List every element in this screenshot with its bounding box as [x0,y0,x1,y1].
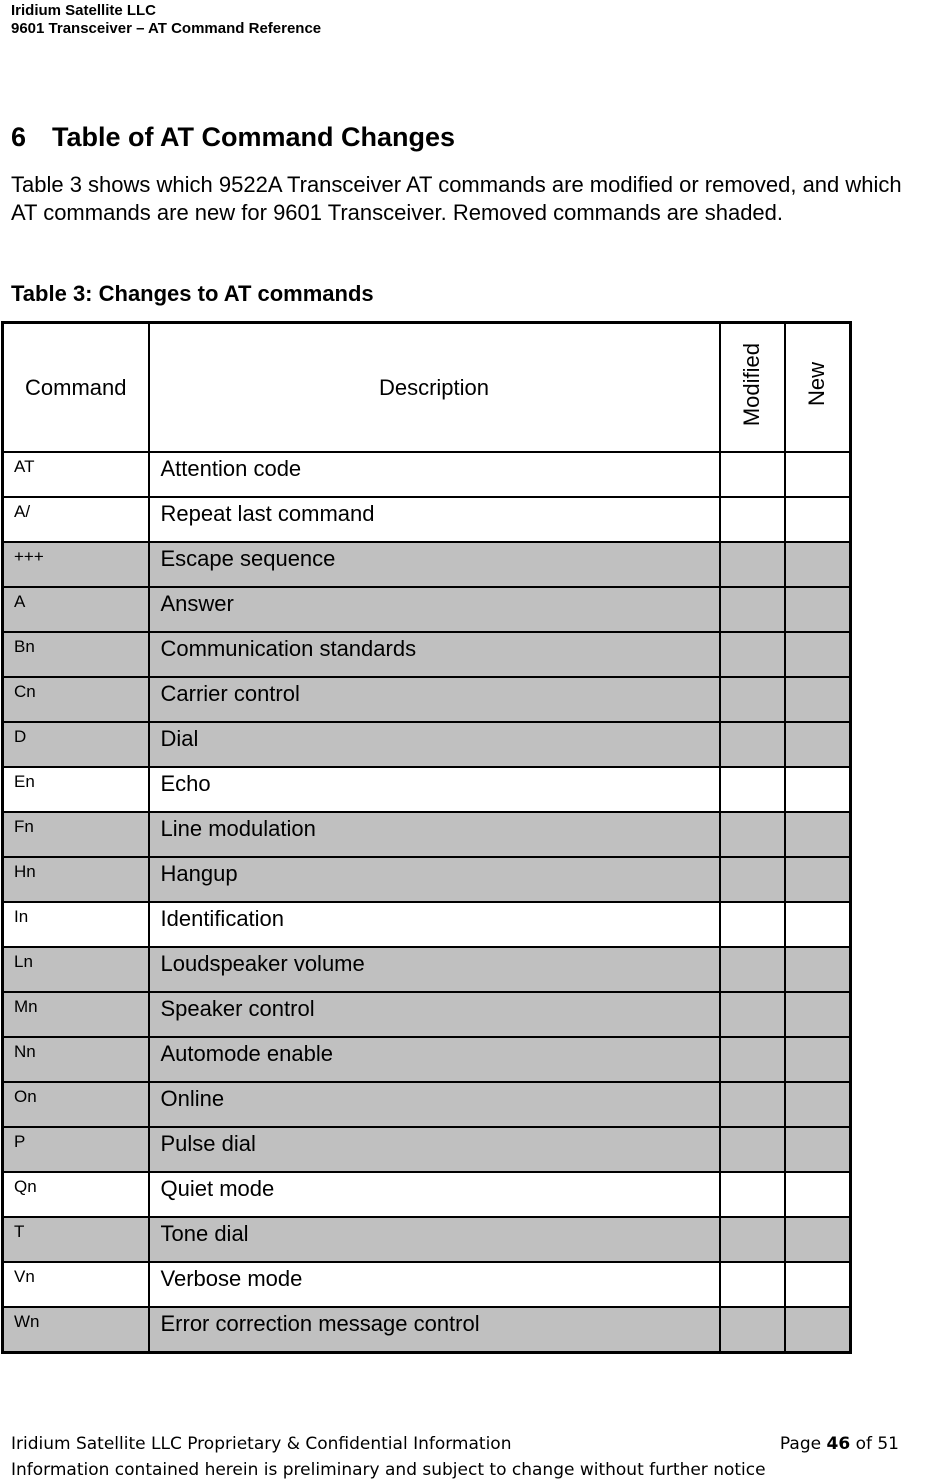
command-cell: AT [3,452,149,497]
description-cell: Communication standards [149,632,720,677]
description-cell: Pulse dial [149,1127,720,1172]
modified-cell [720,722,785,767]
table-row [3,1127,851,1172]
command-cell: Ln [3,947,149,992]
description-cell: Escape sequence [149,542,720,587]
table-row [3,497,851,542]
modified-cell [720,812,785,857]
command-cell: Qn [3,1172,149,1217]
new-cell [785,812,851,857]
new-cell [785,587,851,632]
page-footer [11,1431,899,1483]
table-row [3,1307,851,1353]
new-cell [785,1217,851,1262]
new-cell [785,632,851,677]
new-cell [785,1082,851,1127]
new-cell [785,1172,851,1217]
running-header [11,2,321,38]
new-cell [785,452,851,497]
new-cell [785,767,851,812]
footer-confidential: Iridium Satellite LLC Proprietary & Confidential Information [11,1434,512,1454]
description-cell: Loudspeaker volume [149,947,720,992]
table-row [3,767,851,812]
table-row [3,1037,851,1082]
modified-cell [720,542,785,587]
modified-cell [720,1262,785,1307]
header-modified-label: Modified [739,342,764,427]
new-cell [785,497,851,542]
footer-page-total: 51 [877,1434,899,1454]
command-cell: Hn [3,857,149,902]
header-company: Iridium Satellite LLC [11,2,157,19]
description-cell: Tone dial [149,1217,720,1262]
modified-cell [720,1082,785,1127]
command-cell: Mn [3,992,149,1037]
modified-cell [720,497,785,542]
new-cell [785,1307,851,1353]
header-modified [720,323,785,453]
header-command: Command [3,323,149,453]
section-heading [11,122,455,153]
description-cell: Verbose mode [149,1262,720,1307]
table-row [3,1172,851,1217]
footer-page-of: of [855,1434,872,1454]
command-cell: P [3,1127,149,1172]
description-cell: Speaker control [149,992,720,1037]
header-description: Description [149,323,720,453]
table-row [3,1262,851,1307]
section-number: 6 [11,122,27,152]
table-row [3,587,851,632]
command-cell: On [3,1082,149,1127]
footer-notice: Information contained herein is preliminary and subject to change without further notice [11,1460,766,1480]
section-title: Table of AT Command Changes [52,122,456,152]
modified-cell [720,992,785,1037]
new-cell [785,677,851,722]
table-row [3,542,851,587]
table-row [3,632,851,677]
command-cell: Vn [3,1262,149,1307]
command-cell: T [3,1217,149,1262]
table-row [3,857,851,902]
description-cell: Carrier control [149,677,720,722]
command-cell: A/ [3,497,149,542]
table-row [3,722,851,767]
modified-cell [720,452,785,497]
new-cell [785,902,851,947]
new-cell [785,542,851,587]
table-row [3,677,851,722]
new-cell [785,1127,851,1172]
modified-cell [720,1172,785,1217]
new-cell [785,857,851,902]
modified-cell [720,1217,785,1262]
description-cell: Hangup [149,857,720,902]
command-cell: D [3,722,149,767]
header-document-title: 9601 Transceiver – AT Command Reference [11,20,322,37]
command-cell: A [3,587,149,632]
footer-page-label: Page [779,1434,822,1454]
header-new [785,323,851,453]
description-cell: Error correction message control [149,1307,720,1353]
modified-cell [720,902,785,947]
table-caption: Table 3: Changes to AT commands [11,281,374,306]
modified-cell [720,1037,785,1082]
modified-cell [720,767,785,812]
new-cell [785,1262,851,1307]
new-cell [785,992,851,1037]
modified-cell [720,1127,785,1172]
modified-cell [720,587,785,632]
description-cell: Dial [149,722,720,767]
command-cell: Cn [3,677,149,722]
command-cell: In [3,902,149,947]
description-cell: Automode enable [149,1037,720,1082]
footer-page-indicator [780,1431,899,1457]
new-cell [785,722,851,767]
at-command-table [1,321,852,1354]
description-cell: Answer [149,587,720,632]
intro-paragraph: Table 3 shows which 9522A Transceiver AT commands are modified or removed, and which AT commands are new for 9601 Transceiver. Removed commands are shaded. [11,172,902,225]
command-cell: Nn [3,1037,149,1082]
modified-cell [720,1307,785,1353]
footer-page-number: 46 [826,1434,851,1454]
command-cell: Wn [3,1307,149,1353]
table-row [3,1082,851,1127]
table-row [3,452,851,497]
description-cell: Identification [149,902,720,947]
new-cell [785,1037,851,1082]
new-cell [785,947,851,992]
description-cell: Online [149,1082,720,1127]
description-cell: Line modulation [149,812,720,857]
description-cell: Echo [149,767,720,812]
header-new-label: New [804,362,830,407]
modified-cell [720,857,785,902]
description-cell: Repeat last command [149,497,720,542]
table-header-row [3,323,851,453]
modified-cell [720,632,785,677]
command-cell: +++ [3,542,149,587]
table-row [3,1217,851,1262]
table-row [3,992,851,1037]
description-cell: Quiet mode [149,1172,720,1217]
command-cell: En [3,767,149,812]
table-row [3,902,851,947]
description-cell: Attention code [149,452,720,497]
modified-cell [720,677,785,722]
modified-cell [720,947,785,992]
command-cell: Fn [3,812,149,857]
table-row [3,947,851,992]
command-cell: Bn [3,632,149,677]
table-row [3,812,851,857]
